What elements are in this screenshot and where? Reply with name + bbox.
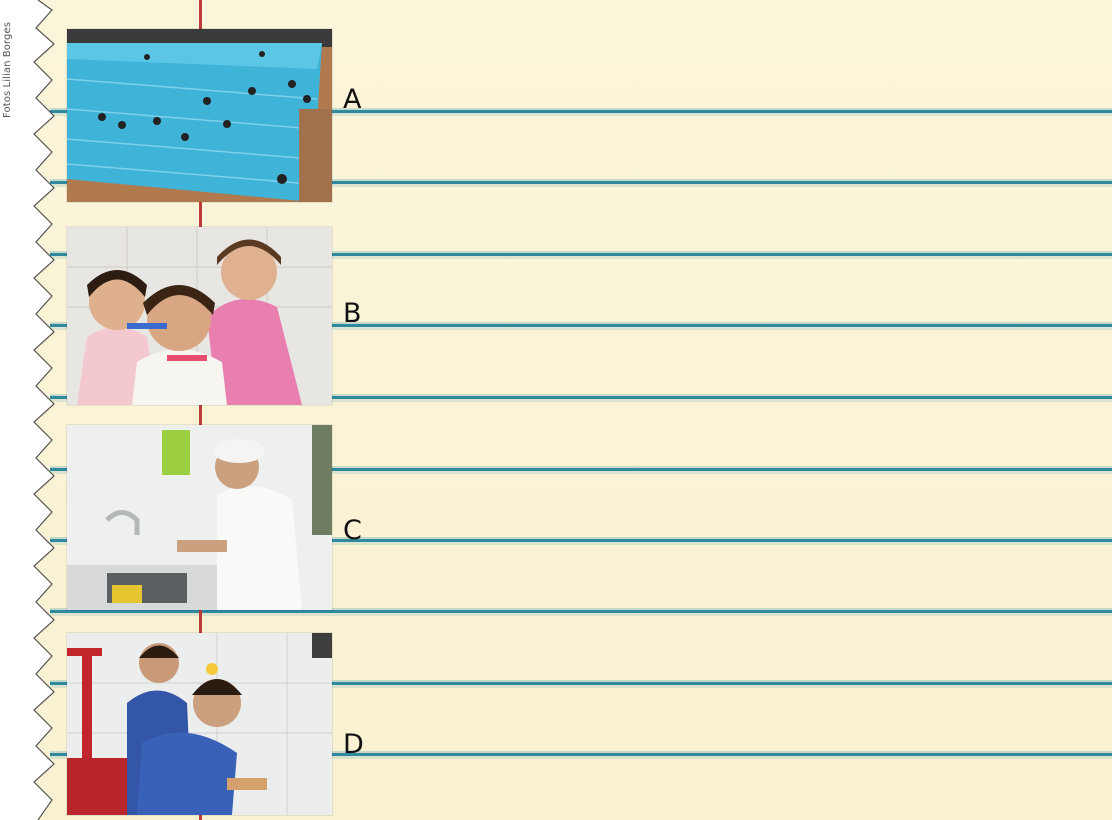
children-brushing-teeth-image bbox=[67, 227, 332, 405]
children-washing-hands-image bbox=[67, 633, 332, 815]
photo-d bbox=[67, 633, 332, 815]
label-b: B bbox=[343, 298, 362, 329]
photo-c bbox=[67, 425, 332, 610]
label-d: D bbox=[343, 729, 364, 760]
swimming-pool-image bbox=[67, 29, 332, 202]
label-a: A bbox=[343, 84, 362, 115]
photo-credit: Fotos Lilian Borges bbox=[2, 21, 13, 118]
photo-a bbox=[67, 29, 332, 202]
ruled-line bbox=[50, 610, 1112, 613]
label-c: C bbox=[343, 515, 362, 546]
woman-washing-dishes-image bbox=[67, 425, 332, 610]
photo-b bbox=[67, 227, 332, 405]
